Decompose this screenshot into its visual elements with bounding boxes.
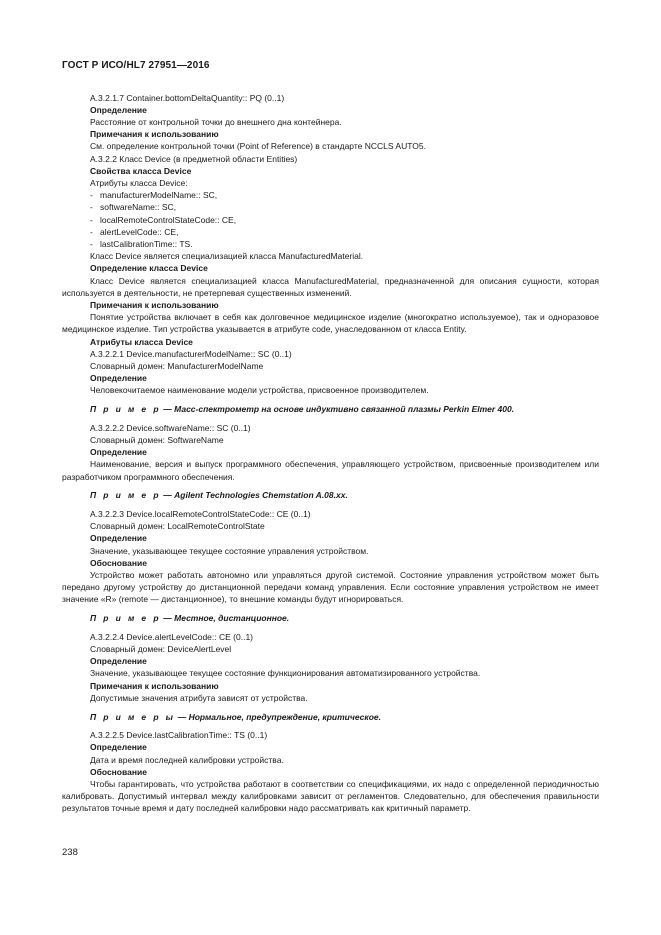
body-paragraph: А.3.2.2.2 Device.softwareName:: SC (0..1) [90, 422, 251, 433]
body-paragraph: Расстояние от контрольной точки до внешнего дна контейнера. [90, 116, 342, 127]
list-item-text: localRemoteControlStateCode:: CE, [100, 214, 237, 225]
section-heading: Определение [90, 373, 147, 384]
section-heading: Определение [90, 533, 147, 544]
body-paragraph: Наименование, версия и выпуск программного обеспечения, управляющего устройством, присвоенные производителем или разработчиком программного обеспечения. [62, 459, 599, 482]
body-paragraph: Словарный домен: SoftwareName [90, 434, 224, 445]
list-item-text: lastCalibrationTime:: TS. [100, 238, 193, 249]
list-item-text: manufacturerModelName:: SC, [100, 190, 218, 201]
page-number: 238 [62, 847, 78, 858]
section-heading: Определение [90, 742, 147, 753]
body-paragraph: Значение, указывающее текущее состояние функционирования автоматизированного устройства. [90, 668, 481, 679]
section-heading: Определение [90, 447, 147, 458]
example-label: П р и м е р [90, 490, 161, 501]
example-label: П р и м е р [90, 404, 161, 415]
section-heading: Свойства класса Device [90, 165, 192, 176]
body-paragraph: Значение, указывающее текущее состояние управления устройством. [90, 545, 369, 556]
body-paragraph: Устройство может работать автономно или управляться другой системой. Состояние управления устройством может быть передано другому устройству до дистанционной передачи команд управления. Если состояние управления устройством не имеет значение «R» (remote — дистанционное), то внешние команды будут игнорироваться. [62, 570, 599, 605]
section-heading: Определение [90, 656, 147, 667]
example-note [62, 711, 599, 723]
section-heading: Определение класса Device [90, 263, 208, 274]
list-item [62, 238, 599, 250]
list-item-text: softwareName:: SC, [100, 202, 177, 213]
body-paragraph: Допустимые значения атрибута зависят от устройства. [90, 692, 308, 703]
body-paragraph: Класс Device является специализацией класса ManufacturedMaterial, предназначенной для описания сущности, которая используется в деятельности, не претерпевая существенных изменений. [62, 275, 599, 298]
body-paragraph: Класс Device является специализацией класса ManufacturedMaterial. [90, 251, 364, 262]
body-paragraph: А.3.2.2.1 Device.manufacturerModelName:: SC (0..1) [90, 348, 292, 359]
list-dash: - [90, 226, 93, 237]
body-paragraph: Чтобы гарантировать, что устройства работают в соответствии со спецификациями, их надо с определенной периодичностью калибровать. Допустимый интервал между калибровками зависит от регламентов. Следовательно, для обеспечения правильности результатов точные время и дату последней калибровки надо рассматривать как критичный параметр. [62, 779, 599, 814]
example-note [62, 612, 599, 624]
list-dash: - [90, 238, 93, 249]
section-heading: Определение [90, 104, 147, 115]
document-body [62, 92, 599, 815]
section-heading: Обоснование [90, 766, 147, 777]
body-paragraph: А.3.2.2.5 Device.lastCalibrationTime:: TS (0..1) [90, 730, 268, 741]
section-heading: Обоснование [90, 557, 147, 568]
section-heading: Примечания к использованию [90, 680, 219, 691]
list-dash: - [90, 190, 93, 201]
body-paragraph: Словарный домен: LocalRemoteControlState [90, 521, 265, 532]
example-note [62, 489, 599, 501]
body-paragraph: А.3.2.2 Класс Device (в предметной области Entities) [90, 153, 298, 164]
list-dash: - [90, 202, 93, 213]
section-heading: Примечания к использованию [90, 129, 219, 140]
section-heading: Примечания к использованию [90, 299, 219, 310]
list-dash: - [90, 214, 93, 225]
example-label: П р и м е р [90, 613, 161, 624]
body-paragraph: Атрибуты класса Device: [90, 177, 188, 188]
section-heading: Атрибуты класса Device [90, 336, 193, 347]
page-header: ГОСТ Р ИСО/HL7 27951—2016 [62, 60, 210, 71]
list-item [62, 189, 599, 201]
list-item [62, 201, 599, 213]
body-paragraph: Человекочитаемое наименование модели устройства, присвоенное производителем. [90, 385, 429, 396]
example-text: — Нормальное, предупреждение, критическое. [177, 711, 381, 722]
body-paragraph: Дата и время последней калибровки устройства. [90, 754, 284, 765]
example-text: — Agilent Technologies Chemstation A.08.xx. [163, 490, 348, 501]
example-note [62, 403, 599, 415]
body-paragraph: Словарный домен: DeviceAlertLevel [90, 644, 232, 655]
body-paragraph: А.3.2.1.7 Container.bottomDeltaQuantity:: PQ (0..1) [90, 92, 285, 103]
example-text: — Масс-спектрометр на основе индуктивно связанной плазмы Perkin Elmer 400. [163, 404, 515, 415]
body-paragraph: Понятие устройства включает в себя как долговечное медицинское изделие (многократно используемое), так и одноразовое медицинское изделие. Тип устройства указывается в атрибуте code, унаследованном от класса Entity. [62, 312, 599, 335]
list-item-text: alertLevelCode:: CE, [100, 226, 179, 237]
list-item [62, 214, 599, 226]
example-text: — Местное, дистанционное. [163, 613, 290, 624]
body-paragraph: А.3.2.2.4 Device.alertLevelCode:: CE (0..1) [90, 631, 253, 642]
body-paragraph: А.3.2.2.3 Device.localRemoteControlStateCode:: CE (0..1) [90, 509, 311, 519]
example-label: П р и м е р ы [90, 711, 176, 722]
list-item [62, 226, 599, 238]
body-paragraph: Словарный домен: ManufacturerModelName [90, 360, 264, 371]
body-paragraph: См. определение контрольной точки (Point of Reference) в стандарте NCCLS AUTO5. [90, 141, 426, 152]
